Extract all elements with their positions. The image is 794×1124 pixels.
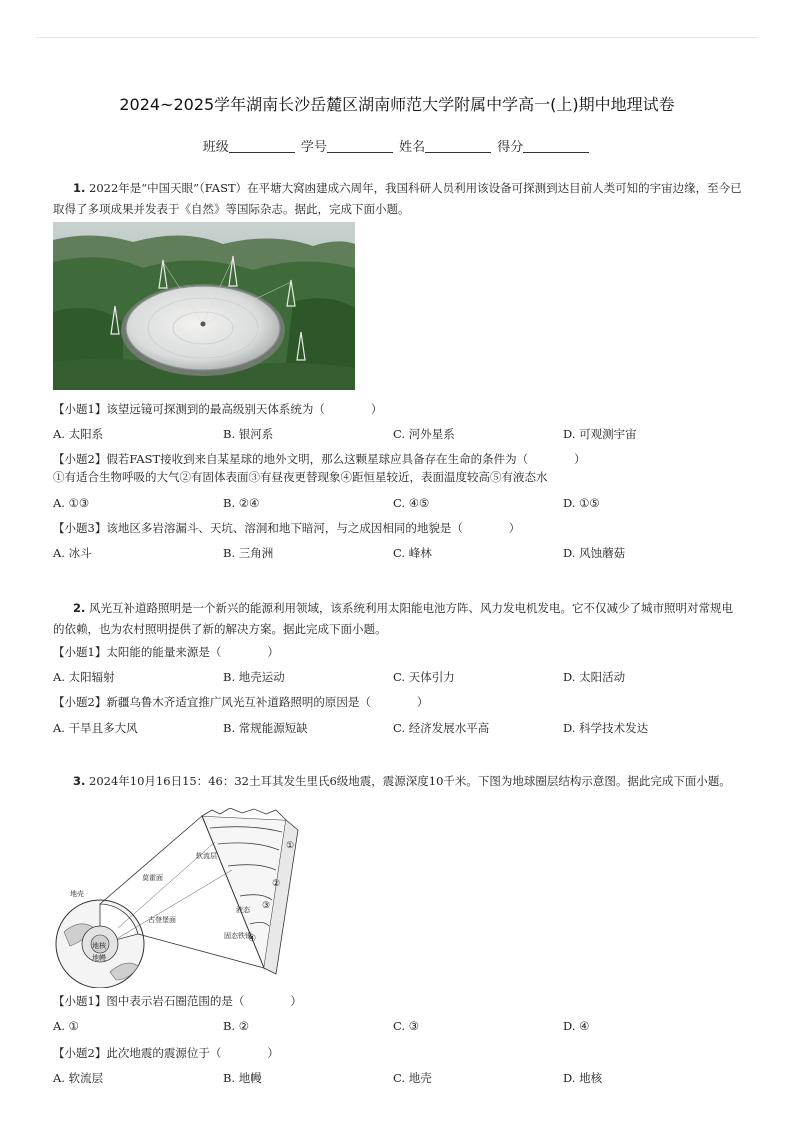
q2-sub1-options bbox=[53, 668, 743, 686]
field-score-label: 得分 bbox=[497, 140, 524, 155]
q1-sub1-option-c[interactable]: C. 河外星系 bbox=[393, 427, 455, 441]
q1-sub2-option-b[interactable]: B. ②④ bbox=[223, 496, 260, 510]
marker-3: ③ bbox=[262, 901, 271, 911]
marker-4: ④ bbox=[248, 934, 257, 944]
student-info-line bbox=[0, 136, 794, 155]
q2-sub2-option-c[interactable]: C. 经济发展水平高 bbox=[393, 721, 490, 735]
q3-sub2-stem: 【小题2】此次地震的震源位于（ ） bbox=[53, 1046, 279, 1060]
q3-sub2-option-d[interactable]: D. 地核 bbox=[563, 1071, 603, 1085]
field-score-blank[interactable] bbox=[523, 140, 589, 153]
q1-sub3-stem: 【小题3】该地区多岩溶漏斗、天坑、溶洞和地下暗河，与之成因相同的地貌是（ ） bbox=[53, 521, 521, 535]
q3-sub2-option-a[interactable]: A. 软流层 bbox=[53, 1071, 104, 1085]
q1-sub1-options bbox=[53, 425, 743, 443]
earth-layer-diagram bbox=[50, 808, 300, 988]
q3-sub2-option-c[interactable]: C. 地壳 bbox=[393, 1071, 432, 1085]
top-rule bbox=[36, 37, 758, 38]
marker-2: ② bbox=[272, 879, 281, 889]
q2-sub1-option-d[interactable]: D. 太阳活动 bbox=[563, 670, 626, 684]
label-core: 地核 bbox=[92, 942, 106, 950]
field-name-label: 姓名 bbox=[399, 140, 426, 155]
q2-sub2-option-a[interactable]: A. 干旱且多大风 bbox=[53, 721, 138, 735]
q1-sub3-options bbox=[53, 544, 743, 562]
question-1-stem: 1. 2022年是“中国天眼”（FAST）在平塘大窝凼建成六周年，我国科研人员利用该设备可探测到达目前人类可知的宇宙边缘，至今已取得了多项成果并发表于《自然》等国际杂志。据此，完成下面小题。 bbox=[53, 181, 742, 216]
q1-sub1-option-a[interactable]: A. 太阳系 bbox=[53, 427, 104, 441]
q2-sub1-option-a[interactable]: A. 太阳辐射 bbox=[53, 670, 115, 684]
q2-sub2-options bbox=[53, 719, 743, 737]
q2-sub2-stem: 【小题2】新疆乌鲁木齐适宜推广风光互补道路照明的原因是（ ） bbox=[53, 695, 429, 709]
q1-sub2-stem: 【小题2】假若FAST接收到来自某星球的地外文明，那么这颗星球应具备存在生命的条件为（ ） bbox=[53, 452, 586, 466]
q2-sub1-stem: 【小题1】太阳能的能量来源是（ ） bbox=[53, 645, 279, 659]
q3-sub1-stem: 【小题1】图中表示岩石圈范围的是（ ） bbox=[53, 994, 302, 1008]
marker-1: ① bbox=[286, 841, 295, 851]
q2-sub1-option-b[interactable]: B. 地壳运动 bbox=[223, 670, 285, 684]
question-2-stem: 2. 风光互补道路照明是一个新兴的能源利用领域，该系统利用太阳能电池方阵、风力发电机发电。它不仅减少了城市照明对常规电的依赖，也为农村照明提供了新的解决方案。据此完成下面小题。 bbox=[53, 601, 734, 636]
field-id-blank[interactable] bbox=[327, 140, 393, 153]
label-mantle: 地幔 bbox=[92, 954, 106, 962]
q3-sub2-option-b[interactable]: B. 地幔 bbox=[223, 1071, 262, 1085]
field-class-label: 班级 bbox=[202, 140, 229, 155]
q1-sub3-option-d[interactable]: D. 风蚀蘑菇 bbox=[563, 546, 626, 560]
label-liquid: 液态 bbox=[236, 906, 250, 914]
q1-sub3-option-c[interactable]: C. 峰林 bbox=[393, 546, 432, 560]
q1-sub2-conditions: ①有适合生物呼吸的大气②有固体表面③有昼夜更替现象④距恒星较近，表面温度较高⑤有液态水 bbox=[53, 470, 548, 484]
label-gutenberg: 古登堡面 bbox=[148, 916, 176, 924]
q3-sub2-options bbox=[53, 1069, 743, 1087]
q1-sub3-option-b[interactable]: B. 三角洲 bbox=[223, 546, 274, 560]
q3-sub1-option-b[interactable]: B. ② bbox=[223, 1019, 250, 1033]
q1-sub2-option-a[interactable]: A. ①③ bbox=[53, 496, 90, 510]
q1-sub1-option-b[interactable]: B. 银河系 bbox=[223, 427, 274, 441]
label-asthenosphere: 软流层 bbox=[196, 852, 217, 860]
q1-sub3-option-a[interactable]: A. 冰斗 bbox=[53, 546, 92, 560]
q2-sub2-option-b[interactable]: B. 常规能源短缺 bbox=[223, 721, 308, 735]
field-id-label: 学号 bbox=[300, 140, 327, 155]
q1-sub1-stem: 【小题1】该望远镜可探测到的最高级别天体系统为（ ） bbox=[53, 402, 383, 416]
q1-sub2-option-c[interactable]: C. ④⑤ bbox=[393, 496, 430, 510]
field-class-blank[interactable] bbox=[229, 140, 295, 153]
fast-telescope-photo bbox=[53, 222, 355, 390]
q2-sub2-option-d[interactable]: D. 科学技术发达 bbox=[563, 721, 649, 735]
page-title: 2024~2025学年湖南长沙岳麓区湖南师范大学附属中学高一(上)期中地理试卷 bbox=[119, 95, 675, 114]
q3-sub1-option-a[interactable]: A. ① bbox=[53, 1019, 79, 1033]
q2-sub1-option-c[interactable]: C. 天体引力 bbox=[393, 670, 455, 684]
field-name-blank[interactable] bbox=[425, 140, 491, 153]
label-solid: 固态铁镍 bbox=[224, 932, 252, 940]
q1-sub2-option-d[interactable]: D. ①⑤ bbox=[563, 496, 600, 510]
question-3-stem: 3. 2024年10月16日15：46：32土耳其发生里氏6级地震，震源深度10千米。下图为地球圈层结构示意图。据此完成下面小题。 bbox=[73, 774, 731, 788]
q3-sub1-option-c[interactable]: C. ③ bbox=[393, 1019, 420, 1033]
q3-sub1-options bbox=[53, 1017, 743, 1035]
q3-sub1-option-d[interactable]: D. ④ bbox=[563, 1019, 590, 1033]
q1-sub2-options bbox=[53, 494, 743, 512]
q1-sub1-option-d[interactable]: D. 可观测宇宙 bbox=[563, 427, 637, 441]
label-moho: 莫霍面 bbox=[142, 874, 163, 882]
label-crust: 地壳 bbox=[70, 890, 84, 898]
